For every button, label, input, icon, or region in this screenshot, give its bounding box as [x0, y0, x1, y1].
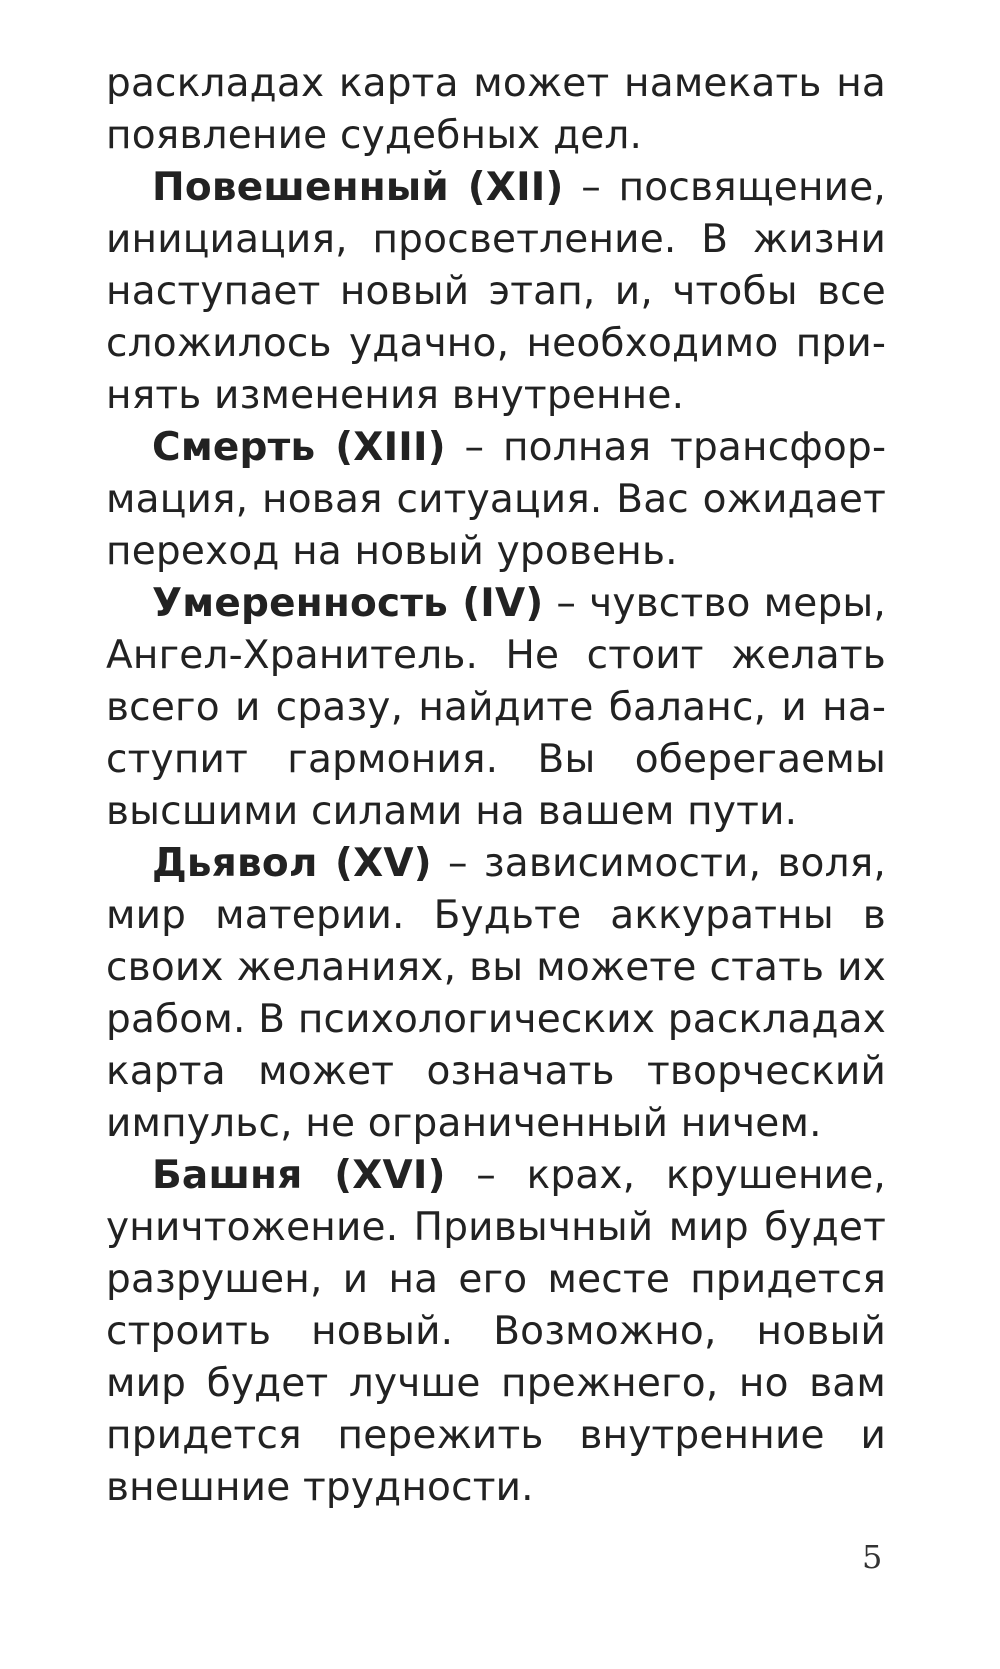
entry-tower: [106, 1150, 886, 1514]
entry-term: Повешенный (XII): [152, 165, 564, 210]
entry-term: Умеренность (IV): [152, 581, 544, 626]
entry-description: – зависимости, воля, мир материи. Будьте аккуратны в своих желаниях, вы можете стать их рабом. В психологических раскладах карта может означать творческий импульс, не ограниченный ничем.: [106, 841, 886, 1146]
entry-description: – посвящение, инициация, просветление. В жизни наступает новый этап, и, чтобы все сложилось удачно, необходимо принять изменения внутренне.: [106, 165, 887, 418]
entry-death: [106, 422, 886, 578]
entry-description: – полная трансформация, новая ситуация. Вас ожидает переход на новый уровень.: [106, 425, 887, 574]
entry-temperance: [106, 578, 886, 838]
entry-term: Башня (XVI): [152, 1153, 446, 1198]
entry-term: Дьявол (XV): [152, 841, 432, 886]
entry-hanged-man: [106, 162, 886, 422]
body-text: [106, 58, 886, 1514]
entry-description: – крах, крушение, уничтожение. Привычный мир будет разрушен, и на его месте придется строить новый. Возможно, новый мир будет лучше прежнего, но вам придется пережить внутренние и внешние трудности.: [106, 1153, 886, 1510]
intro-paragraph: [106, 58, 886, 162]
entry-description: – чувство меры, Ангел-Хранитель. Не стоит желать всего и сразу, найдите баланс, и наступит гармония. Вы оберегаемы высшими силами на вашем пути.: [106, 581, 886, 834]
entry-devil: [106, 838, 886, 1150]
entry-term: Смерть (XIII): [152, 425, 446, 470]
intro-text: раскладах карта может намекать на появление судебных дел.: [106, 61, 886, 158]
page-number: 5: [862, 1538, 883, 1576]
